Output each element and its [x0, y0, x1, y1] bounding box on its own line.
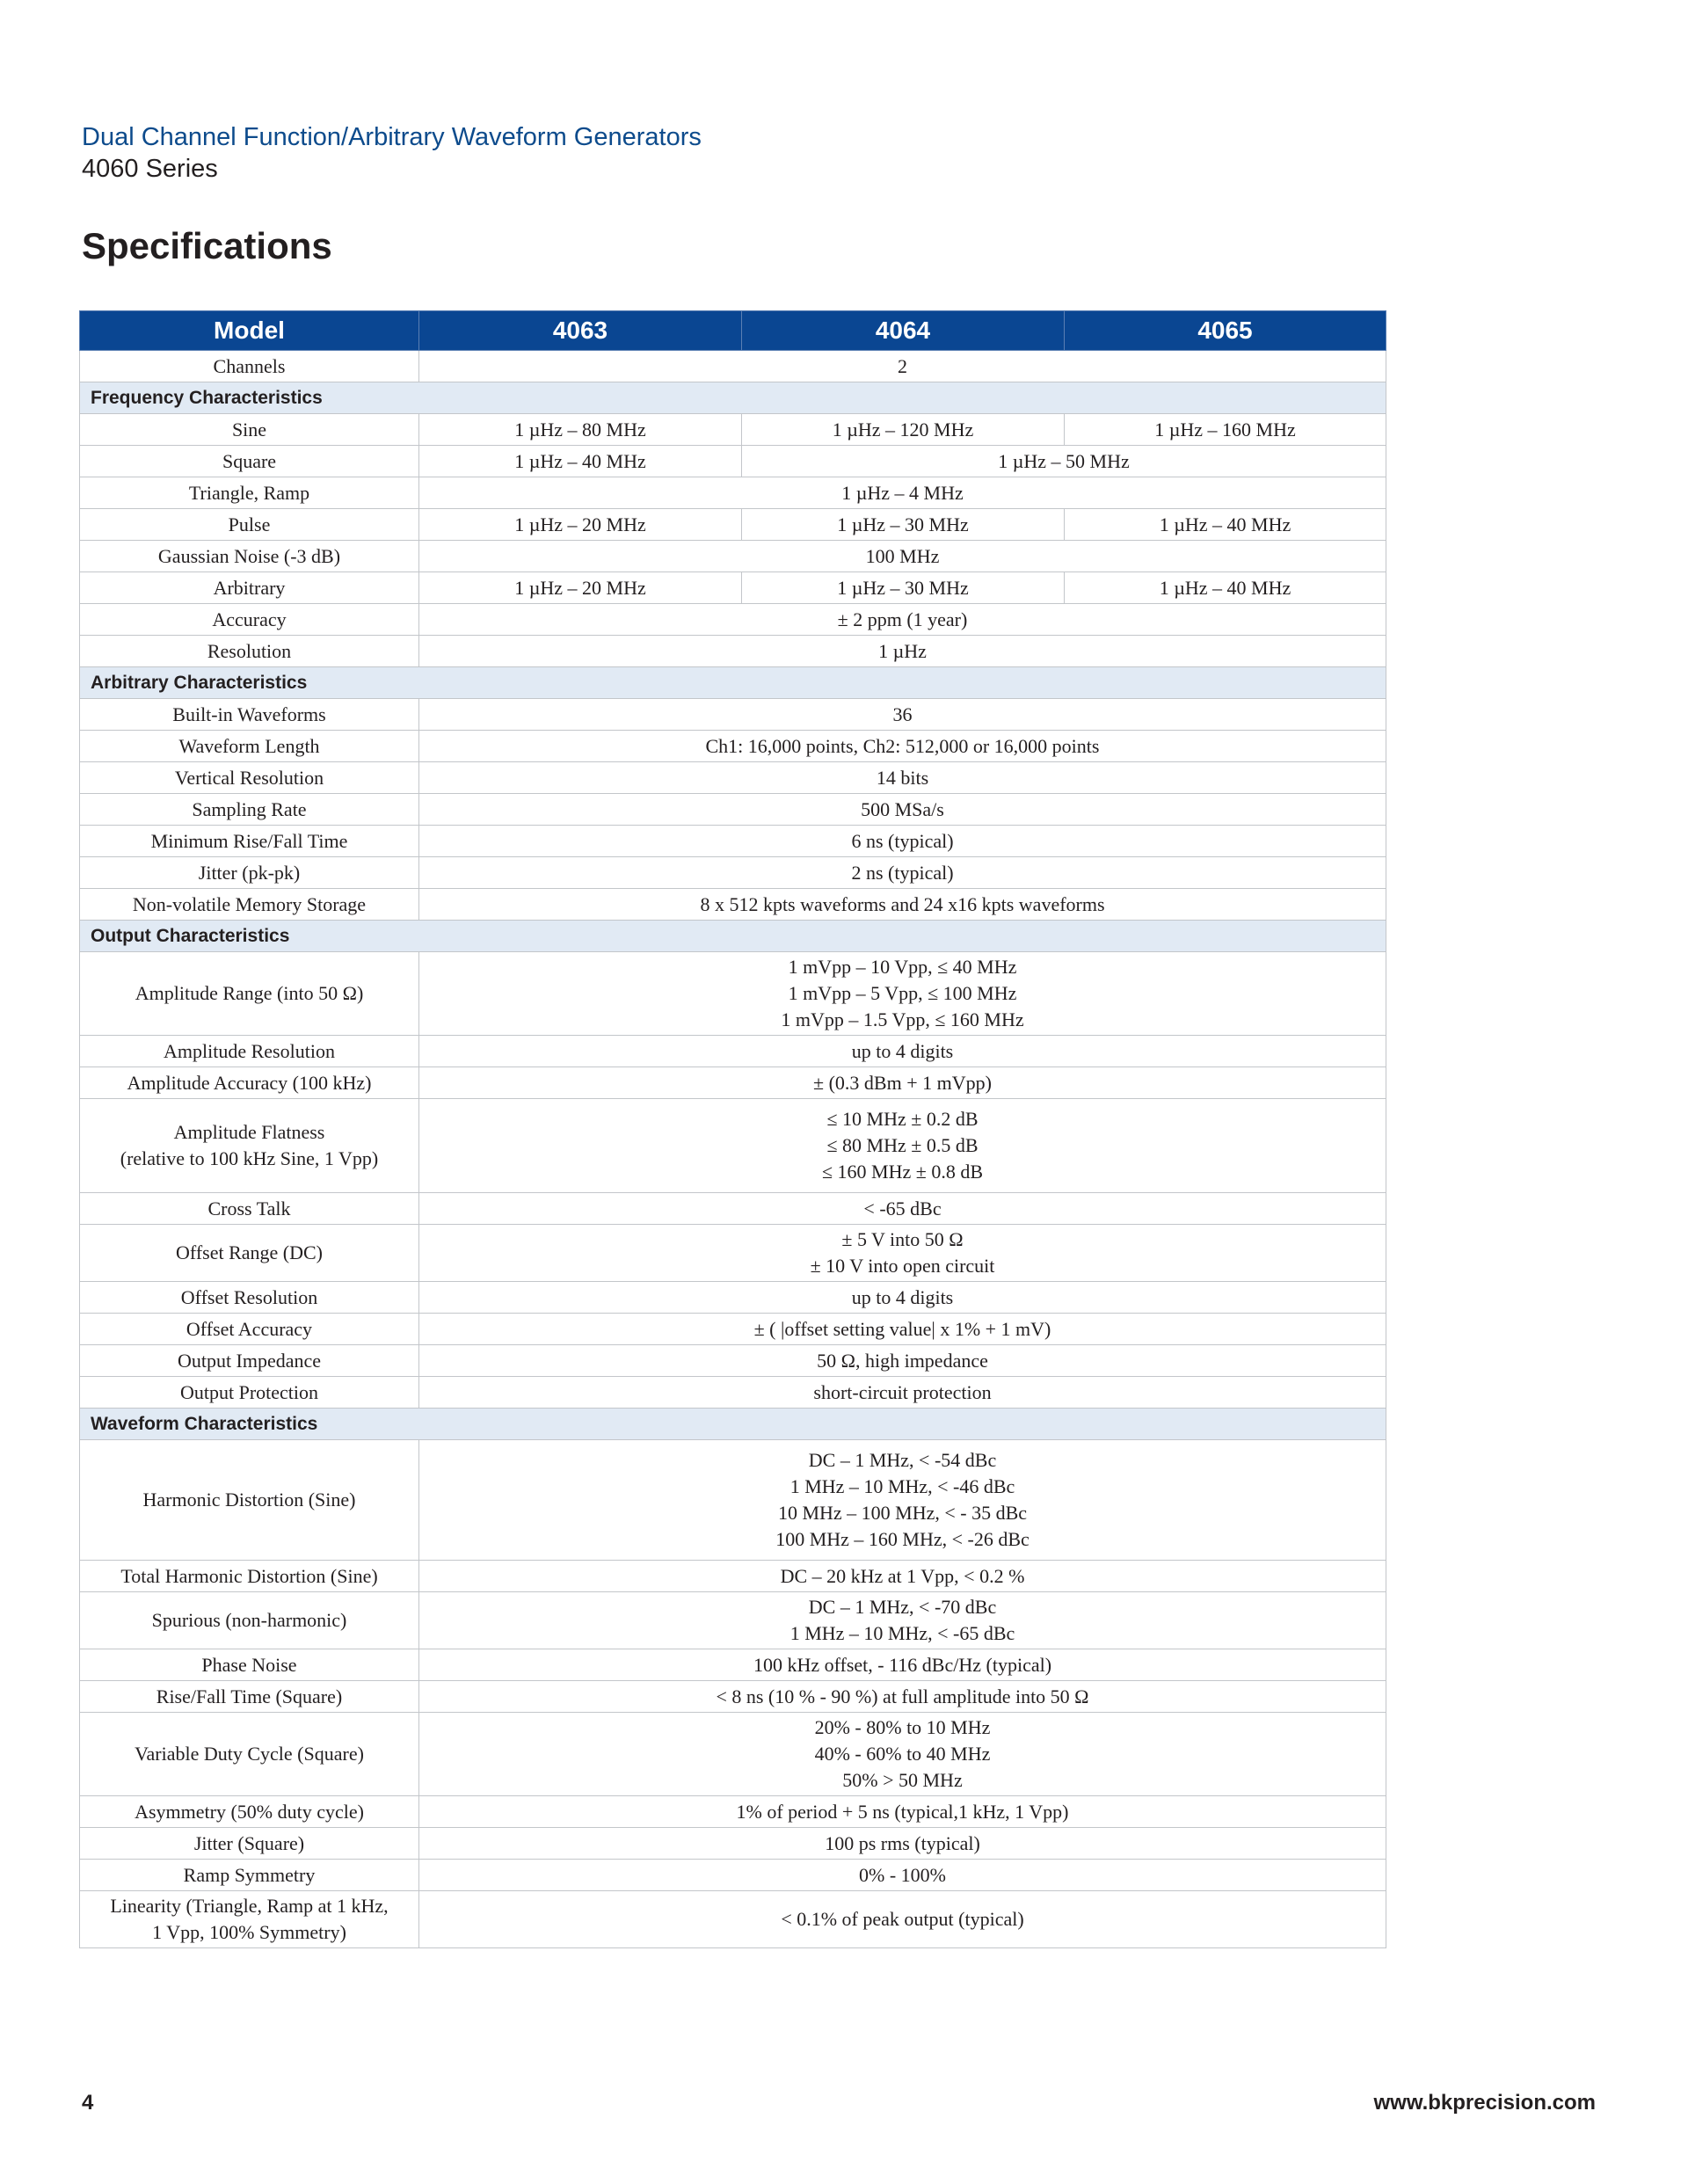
table-row [80, 1891, 1386, 1948]
column-header-4065: 4065 [1065, 311, 1386, 351]
table-row [80, 1860, 1386, 1891]
value-line: ≤ 160 MHz ± 0.8 dB [821, 1161, 984, 1183]
section-label: Arbitrary Characteristics [80, 667, 1386, 699]
label-line: Amplitude Flatness [173, 1121, 325, 1143]
row-value: 1 µHz – 30 MHz [742, 572, 1065, 604]
table-row [80, 1713, 1386, 1796]
row-label: Offset Resolution [80, 1282, 419, 1314]
table-row [80, 1345, 1386, 1377]
document-title: Dual Channel Function/Arbitrary Waveform Generators [82, 123, 702, 151]
section-label: Waveform Characteristics [80, 1409, 1386, 1440]
row-label: Arbitrary [80, 572, 419, 604]
row-label: Output Impedance [80, 1345, 419, 1377]
row-value [419, 1713, 1386, 1796]
row-value: 100 ps rms (typical) [419, 1828, 1386, 1860]
row-label [80, 1099, 419, 1193]
row-value: < 0.1% of peak output (typical) [419, 1891, 1386, 1948]
table-row [80, 731, 1386, 762]
table-row [80, 699, 1386, 731]
row-value: up to 4 digits [419, 1036, 1386, 1067]
row-label: Jitter (pk-pk) [80, 857, 419, 889]
row-value: 8 x 512 kpts waveforms and 24 x16 kpts waveforms [419, 889, 1386, 921]
row-label: Offset Accuracy [80, 1314, 419, 1345]
table-row [80, 1225, 1386, 1282]
row-value: 14 bits [419, 762, 1386, 794]
row-label: Square [80, 446, 419, 477]
row-value: 6 ns (typical) [419, 826, 1386, 857]
label-line: (relative to 100 kHz Sine, 1 Vpp) [120, 1147, 379, 1169]
section-heading: Specifications [82, 225, 332, 266]
row-label: Amplitude Accuracy (100 kHz) [80, 1067, 419, 1099]
row-value: ± 2 ppm (1 year) [419, 604, 1386, 636]
row-value: 1 µHz – 40 MHz [1065, 509, 1386, 541]
row-value [419, 1099, 1386, 1193]
label-line: Linearity (Triangle, Ramp at 1 kHz, [110, 1895, 389, 1917]
row-value: DC – 20 kHz at 1 Vpp, < 0.2 % [419, 1561, 1386, 1592]
table-row [80, 1193, 1386, 1225]
table-row [80, 1314, 1386, 1345]
table-row [80, 1036, 1386, 1067]
row-label: Jitter (Square) [80, 1828, 419, 1860]
value-line: 20% - 80% to 10 MHz [814, 1716, 991, 1738]
row-value: 50 Ω, high impedance [419, 1345, 1386, 1377]
section-row [80, 921, 1386, 952]
row-label: Triangle, Ramp [80, 477, 419, 509]
row-label [80, 1891, 419, 1948]
section-row [80, 1409, 1386, 1440]
table-row [80, 1828, 1386, 1860]
row-label: Pulse [80, 509, 419, 541]
row-value: 1 µHz – 50 MHz [742, 446, 1386, 477]
row-value [419, 952, 1386, 1036]
row-value: 100 kHz offset, - 116 dBc/Hz (typical) [419, 1649, 1386, 1681]
row-value: 1 µHz – 80 MHz [419, 414, 742, 446]
row-value: < -65 dBc [419, 1193, 1386, 1225]
row-label: Output Protection [80, 1377, 419, 1409]
row-label: Resolution [80, 636, 419, 667]
row-label: Accuracy [80, 604, 419, 636]
value-line: 50% > 50 MHz [842, 1769, 963, 1791]
value-line: 1 mVpp – 5 Vpp, ≤ 100 MHz [788, 982, 1017, 1004]
table-row [80, 857, 1386, 889]
value-line: 10 MHz – 100 MHz, < - 35 dBc [777, 1502, 1028, 1524]
value-line: 1 MHz – 10 MHz, < -65 dBc [789, 1622, 1015, 1644]
row-value [419, 1440, 1386, 1561]
row-label: Gaussian Noise (-3 dB) [80, 541, 419, 572]
column-header-model: Model [80, 311, 419, 351]
specifications-table [79, 310, 1386, 1948]
row-value [419, 1225, 1386, 1282]
row-value: 2 [419, 351, 1386, 382]
table-row [80, 351, 1386, 382]
table-row [80, 1440, 1386, 1561]
value-line: 40% - 60% to 40 MHz [814, 1743, 991, 1765]
row-label: Rise/Fall Time (Square) [80, 1681, 419, 1713]
website-url: www.bkprecision.com [1373, 2091, 1596, 2115]
table-row [80, 1099, 1386, 1193]
value-line: 1 mVpp – 10 Vpp, ≤ 40 MHz [788, 956, 1017, 978]
page-number: 4 [82, 2091, 94, 2115]
row-value: 1 µHz – 20 MHz [419, 572, 742, 604]
table-row [80, 1067, 1386, 1099]
value-line: DC – 1 MHz, < -54 dBc [808, 1449, 997, 1471]
value-line: ≤ 80 MHz ± 0.5 dB [826, 1134, 979, 1156]
row-value: 1 µHz – 30 MHz [742, 509, 1065, 541]
row-value: 1 µHz – 20 MHz [419, 509, 742, 541]
row-value: Ch1: 16,000 points, Ch2: 512,000 or 16,000 points [419, 731, 1386, 762]
table-row [80, 604, 1386, 636]
row-label: Minimum Rise/Fall Time [80, 826, 419, 857]
table-row [80, 572, 1386, 604]
row-label: Total Harmonic Distortion (Sine) [80, 1561, 419, 1592]
table-row [80, 1796, 1386, 1828]
row-value: up to 4 digits [419, 1282, 1386, 1314]
table-row [80, 477, 1386, 509]
row-label: Vertical Resolution [80, 762, 419, 794]
value-line: DC – 1 MHz, < -70 dBc [808, 1596, 997, 1618]
column-header-4064: 4064 [742, 311, 1065, 351]
table-row [80, 1649, 1386, 1681]
row-value: 1% of period + 5 ns (typical,1 kHz, 1 Vpp) [419, 1796, 1386, 1828]
row-label: Waveform Length [80, 731, 419, 762]
value-line: ± 10 V into open circuit [810, 1255, 995, 1277]
row-value: 2 ns (typical) [419, 857, 1386, 889]
row-label: Offset Range (DC) [80, 1225, 419, 1282]
value-line: 100 MHz – 160 MHz, < -26 dBc [775, 1528, 1030, 1550]
value-line: ± 5 V into 50 Ω [841, 1228, 964, 1250]
row-label: Non-volatile Memory Storage [80, 889, 419, 921]
table-row [80, 794, 1386, 826]
table-row [80, 414, 1386, 446]
row-label: Variable Duty Cycle (Square) [80, 1713, 419, 1796]
section-label: Frequency Characteristics [80, 382, 1386, 414]
row-value [419, 1592, 1386, 1649]
row-value: 1 µHz – 40 MHz [1065, 572, 1386, 604]
value-line: ≤ 10 MHz ± 0.2 dB [826, 1108, 979, 1130]
row-label: Harmonic Distortion (Sine) [80, 1440, 419, 1561]
row-label: Sine [80, 414, 419, 446]
table-row [80, 889, 1386, 921]
row-label: Ramp Symmetry [80, 1860, 419, 1891]
row-label: Amplitude Resolution [80, 1036, 419, 1067]
row-value: 1 µHz – 4 MHz [419, 477, 1386, 509]
row-value: 1 µHz [419, 636, 1386, 667]
table-row [80, 446, 1386, 477]
row-value: 1 µHz – 160 MHz [1065, 414, 1386, 446]
table-row [80, 541, 1386, 572]
label-line: 1 Vpp, 100% Symmetry) [152, 1921, 346, 1943]
section-label: Output Characteristics [80, 921, 1386, 952]
row-value: 1 µHz – 40 MHz [419, 446, 742, 477]
row-label: Cross Talk [80, 1193, 419, 1225]
row-label: Built-in Waveforms [80, 699, 419, 731]
row-label: Channels [80, 351, 419, 382]
document-series: 4060 Series [82, 155, 218, 183]
row-label: Asymmetry (50% duty cycle) [80, 1796, 419, 1828]
table-row [80, 762, 1386, 794]
table-row [80, 1377, 1386, 1409]
table-header-row [80, 311, 1386, 351]
table-row [80, 636, 1386, 667]
row-label: Amplitude Range (into 50 Ω) [80, 952, 419, 1036]
row-value: short-circuit protection [419, 1377, 1386, 1409]
row-value: ± (0.3 dBm + 1 mVpp) [419, 1067, 1386, 1099]
value-line: 1 mVpp – 1.5 Vpp, ≤ 160 MHz [781, 1008, 1024, 1030]
row-label: Phase Noise [80, 1649, 419, 1681]
table-row [80, 826, 1386, 857]
row-value: 1 µHz – 120 MHz [742, 414, 1065, 446]
row-value: ± ( |offset setting value| x 1% + 1 mV) [419, 1314, 1386, 1345]
row-value: 500 MSa/s [419, 794, 1386, 826]
row-label: Sampling Rate [80, 794, 419, 826]
table-row [80, 1592, 1386, 1649]
row-value: < 8 ns (10 % - 90 %) at full amplitude into 50 Ω [419, 1681, 1386, 1713]
table-row [80, 952, 1386, 1036]
column-header-4063: 4063 [419, 311, 742, 351]
value-line: 1 MHz – 10 MHz, < -46 dBc [789, 1475, 1015, 1497]
row-value: 100 MHz [419, 541, 1386, 572]
section-row [80, 667, 1386, 699]
table-row [80, 1681, 1386, 1713]
table-row [80, 1282, 1386, 1314]
row-value: 36 [419, 699, 1386, 731]
row-value: 0% - 100% [419, 1860, 1386, 1891]
section-row [80, 382, 1386, 414]
table-row [80, 509, 1386, 541]
row-label: Spurious (non-harmonic) [80, 1592, 419, 1649]
table-row [80, 1561, 1386, 1592]
